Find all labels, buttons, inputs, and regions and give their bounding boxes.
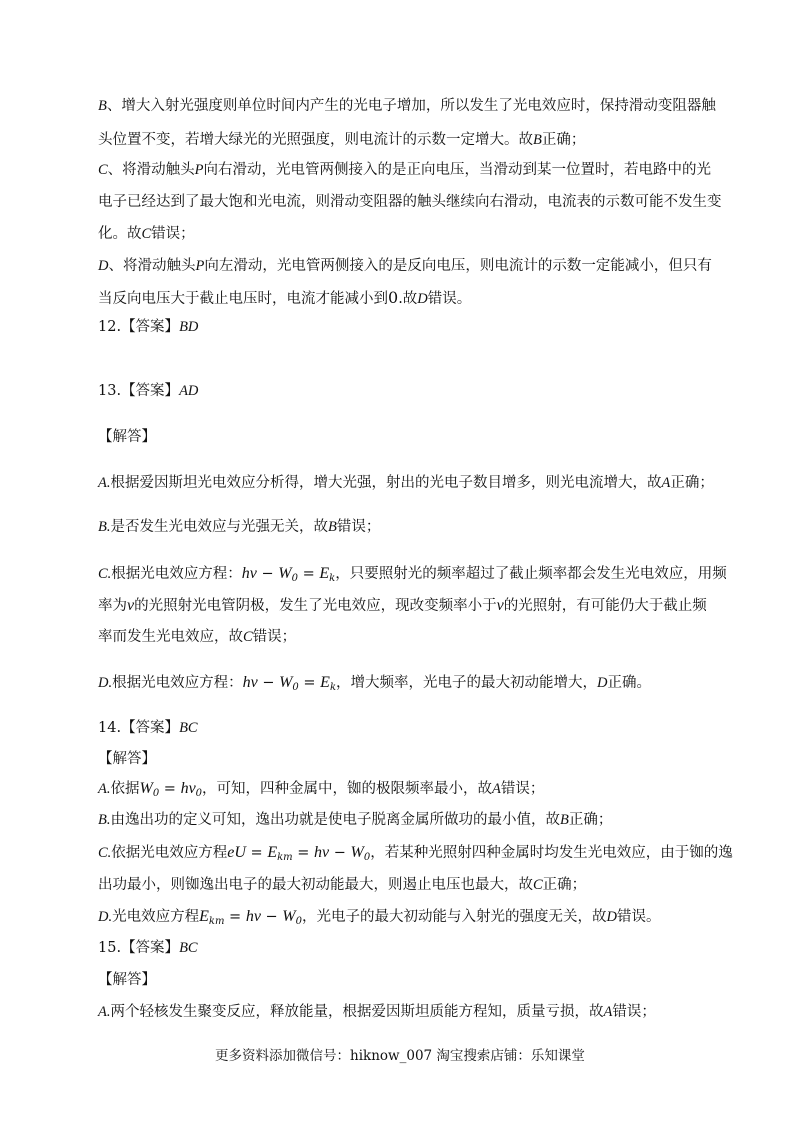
q13-option-d: D.根据光电效应方程：$h\nu - W_0 = E_k$，增大频率，光电子的最大初动能增大，D正确。 xyxy=(98,674,651,693)
option-c-line-3: 化。故C错误； xyxy=(98,226,195,242)
q13-option-c-line-2: 率为ν的光照射光电管阴极，发生了光电效应，现改变频率小于ν的光照射，有可能仍大于截止频 xyxy=(98,597,707,614)
q14-solution-heading: 【解答】 xyxy=(98,751,156,767)
q13-solution-heading: 【解答】 xyxy=(98,429,156,445)
page-footer: 更多资料添加微信号：hiknow_007 淘宝搜索店铺：乐知课堂 xyxy=(215,1048,585,1064)
photoelectric-equation: $E_{km} = h\nu - W_0$ xyxy=(199,908,302,927)
option-d-line-2: 当反向电压大于截止电压时，电流才能减小到0.故D错误。 xyxy=(98,288,472,307)
photoelectric-equation: $h\nu - W_0 = E_k$ xyxy=(242,674,337,693)
q13-option-c-line-3: 率而发生光电效应，故C错误； xyxy=(98,629,297,645)
work-function-equation: $W_0 = h\nu_0$ xyxy=(139,780,203,799)
q15-option-a: A.两个轻核发生聚变反应，释放能量，根据爱因斯坦质能方程知，质量亏损，故A错误； xyxy=(98,1004,656,1020)
option-b-line-1: B、增大入射光强度则单位时间内产生的光电子增加，所以发生了光电效应时，保持滑动变阻器触 xyxy=(98,98,716,114)
q13-option-b: B.是否发生光电效应与光强无关，故B错误； xyxy=(98,519,381,535)
option-c-line-1: C、将滑动触头P向右滑动，光电管两侧接入的是正向电压，当滑动到某一位置时，若电路中的光 xyxy=(98,162,712,178)
q14-option-d: D.光电效应方程$E_{km} = h\nu - W_0$，光电子的最大初动能与入射光的强度无关，故D错误。 xyxy=(98,908,661,927)
q14-option-c-line-2: 出功最小，则铷逸出电子的最大初动能最大，则遏止电压也最大，故C正确； xyxy=(98,877,587,893)
q13-option-c-line-1: C.根据光电效应方程：$h\nu - W_0 = E_k$，只要照射光的频率超过了截止频率都会发生光电效应，用频 xyxy=(98,565,727,584)
option-c-line-2: 电子已经达到了最大饱和光电流，则滑动变阻器的触头继续向右滑动，电流表的示数可能不发生变 xyxy=(98,194,722,210)
q15-solution-heading: 【解答】 xyxy=(98,972,156,988)
q14-option-c-line-1: C.依据光电效应方程eU = $E_{km} = h\nu - W_0$，若某种光照射四种金属时均发生光电效应，由于铷的逸 xyxy=(98,844,733,863)
q14-option-a: A.依据$W_0 = h\nu_0$，可知，四种金属中，铷的极限频率最小，故A错误； xyxy=(98,780,545,799)
q14-answer: 14.【答案】BC xyxy=(98,720,198,736)
q12-answer: 12.【答案】BD xyxy=(98,319,199,335)
photoelectric-equation: $h\nu - W_0 = E_k$ xyxy=(241,565,336,584)
photoelectric-equation: eU = $E_{km} = h\nu - W_0$ xyxy=(227,844,371,863)
q14-option-b: B.由逸出功的定义可知，逸出功就是使电子脱离金属所做功的最小值，故B正确； xyxy=(98,812,613,828)
q13-answer: 13.【答案】AD xyxy=(98,383,199,399)
q15-answer: 15.【答案】BC xyxy=(98,940,198,956)
q13-option-a: A.根据爱因斯坦光电效应分析得，增大光强，射出的光电子数目增多，则光电流增大，故A正确； xyxy=(98,475,714,491)
option-b-line-2: 头位置不变，若增大绿光的光照强度，则电流计的示数一定增大。故B正确； xyxy=(98,132,586,148)
option-d-line-1: D、将滑动触头P向左滑动，光电管两侧接入的是反向电压，则电流计的示数一定能减小，但只有 xyxy=(98,258,712,274)
